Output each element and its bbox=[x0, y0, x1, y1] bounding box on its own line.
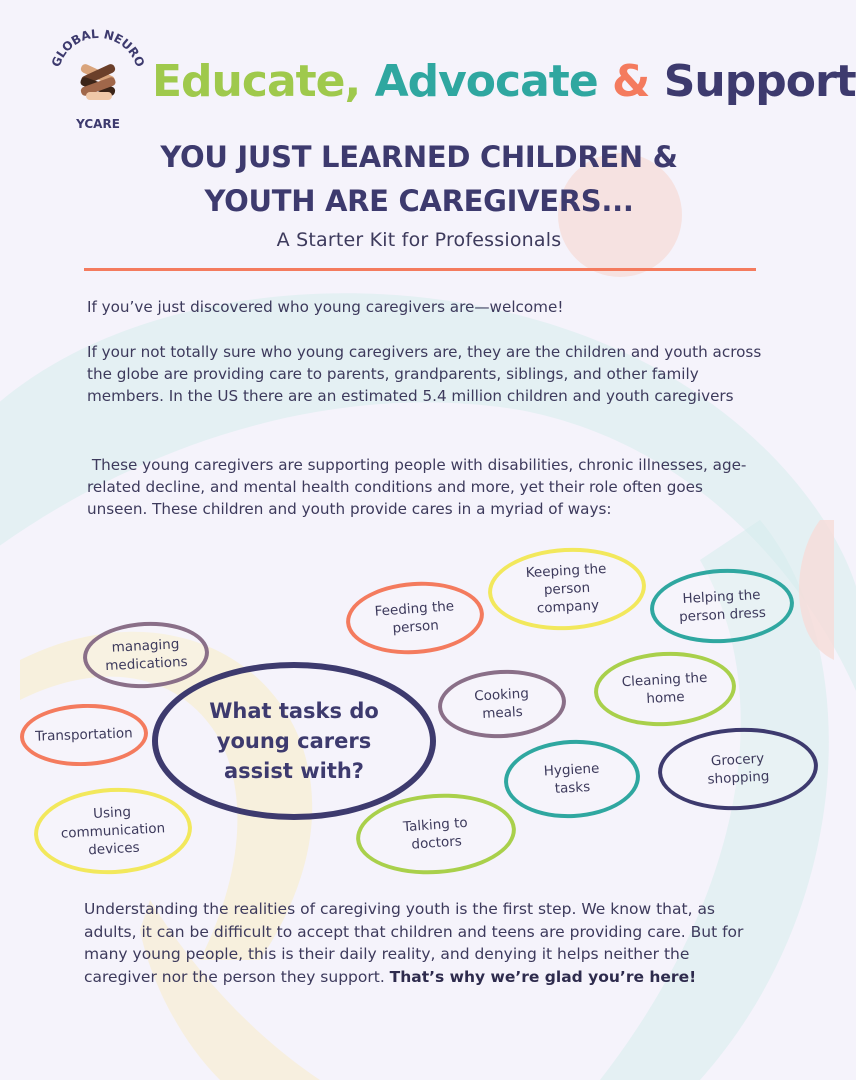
page-title-line1: YOU JUST LEARNED CHILDREN & bbox=[160, 140, 678, 174]
task-label: Hygiene tasks bbox=[543, 760, 600, 797]
page-subtitle: A Starter Kit for Professionals bbox=[276, 229, 562, 251]
roles-paragraph: These young caregivers are supporting people with disabilities, chronic illnesses, age-related decline, and mental health conditions and more, yet their role often goes unseen. These children and youth provide cares in a myriad of ways: bbox=[87, 456, 747, 518]
stacked-hands-icon bbox=[79, 63, 116, 100]
task-label: Grocery shopping bbox=[707, 750, 770, 788]
page-title-line2: YOUTH ARE CAREGIVERS... bbox=[204, 184, 634, 218]
logo-top-text: GLOBAL NEURO bbox=[50, 28, 146, 69]
title-divider bbox=[84, 268, 756, 271]
closing-paragraph bbox=[84, 898, 754, 988]
intro-paragraph: If you’ve just discovered who young caregivers are—welcome! bbox=[87, 298, 564, 316]
tagline bbox=[152, 50, 856, 114]
task-label: Cleaning the home bbox=[621, 669, 708, 707]
task-label: Transportation bbox=[35, 725, 133, 745]
task-label: Using communication devices bbox=[60, 804, 166, 859]
tagline-educate: Educate, bbox=[152, 56, 361, 107]
logo bbox=[50, 28, 146, 136]
task-label: Talking to doctors bbox=[402, 814, 469, 853]
svg-text:GLOBAL NEURO bbox=[50, 28, 146, 69]
task-label: Helping the person dress bbox=[678, 586, 767, 626]
tagline-support: Support bbox=[663, 56, 856, 107]
task-label: Feeding the person bbox=[374, 598, 455, 637]
logo-bottom-text: YCARE bbox=[76, 117, 120, 131]
task-label: managing medications bbox=[104, 636, 189, 675]
tagline-ampersand: & bbox=[612, 56, 650, 107]
task-label: Keeping the person company bbox=[525, 560, 607, 617]
diagram-center-text: What tasks do young carers assist with? bbox=[209, 699, 379, 783]
closing-emphasis: That’s why we’re glad you’re here! bbox=[389, 967, 697, 986]
closing-text: Understanding the realities of caregiving youth is the first step. We know that, as adults, it can be difficult to accept that children and teens are providing care. But for many young people, this is their daily reality, and denying it helps neither the caregiver nor the person they support. bbox=[84, 900, 744, 986]
task-label: Cooking meals bbox=[473, 685, 530, 723]
definition-paragraph: If your not totally sure who young caregivers are, they are the children and youth across the globe are providing care to parents, grandparents, siblings, and other family members. In the US there are an estimated 5.4 million children and youth caregivers bbox=[87, 343, 762, 405]
diagram-center-bubble bbox=[152, 662, 436, 820]
tagline-advocate: Advocate bbox=[374, 56, 598, 107]
page-title bbox=[84, 135, 754, 223]
